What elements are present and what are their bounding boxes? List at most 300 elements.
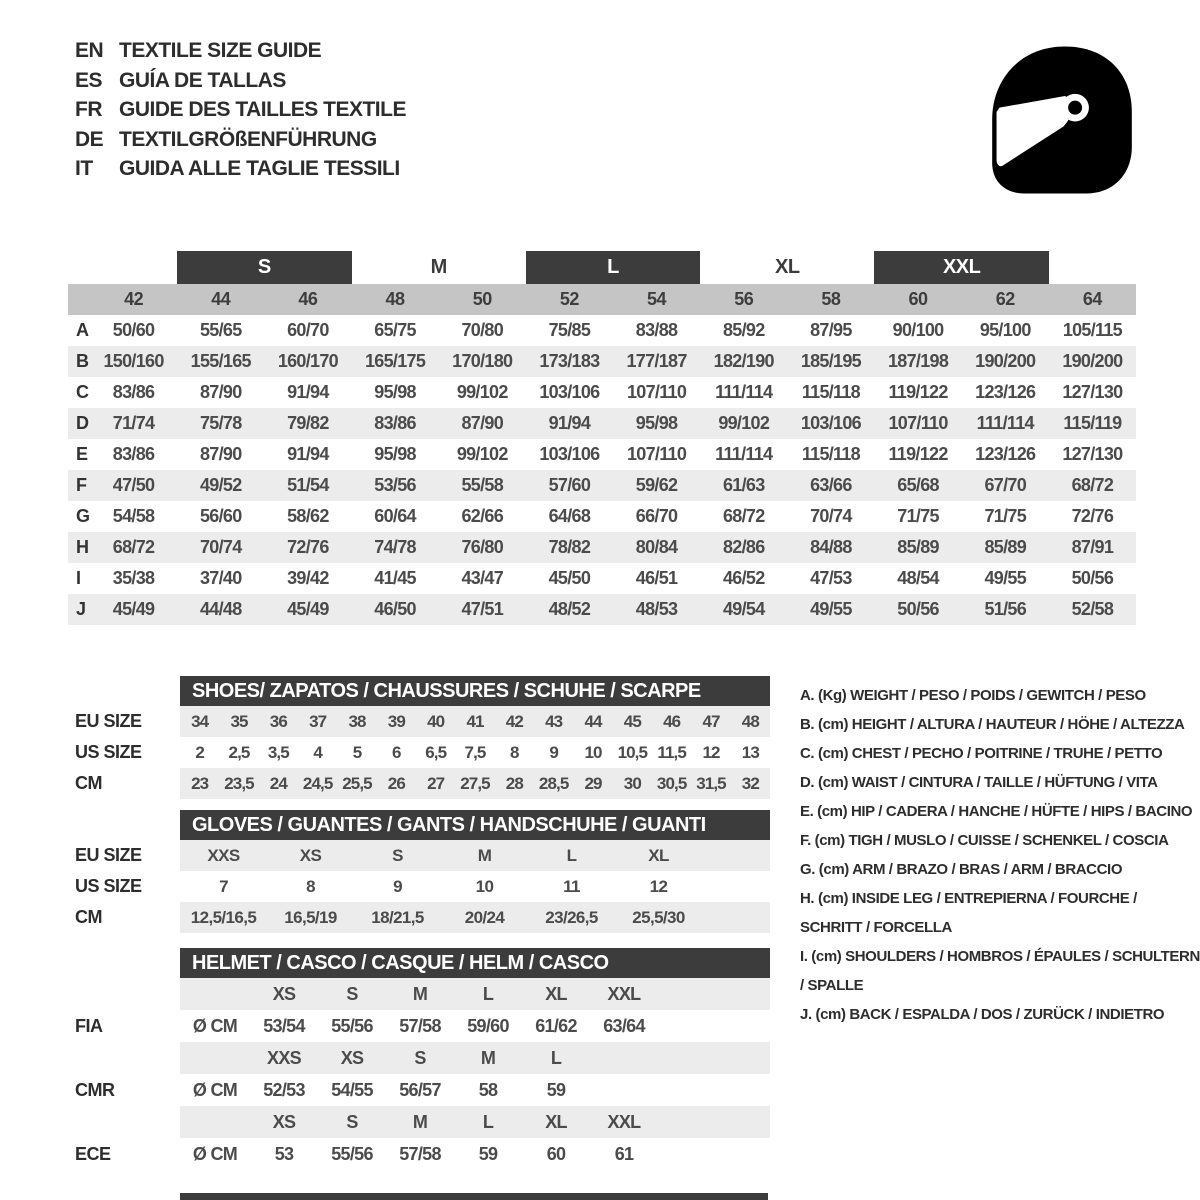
- size-cell: 11,5: [657, 743, 686, 762]
- size-cell: 36: [269, 712, 287, 731]
- measurement-cell: 71/74: [112, 413, 155, 433]
- measurement-cell: 79/82: [287, 413, 329, 433]
- measurement-cell: 50/56: [1071, 568, 1114, 588]
- measurement-cell: 53/56: [374, 475, 416, 495]
- measurement-cell: 51/54: [287, 475, 329, 495]
- size-cell: 30: [623, 774, 641, 793]
- size-cell: 57/58: [399, 1016, 441, 1036]
- sub-table-row: [68, 768, 772, 799]
- measurement-cell: 84/88: [810, 537, 852, 557]
- size-cell: 31,5: [696, 774, 726, 793]
- measurement-cell: 185/195: [800, 351, 861, 371]
- measurement-cell: 48/53: [635, 599, 678, 619]
- measurement-cell: 75/78: [199, 413, 242, 433]
- size-cell: 10: [475, 877, 494, 896]
- helmet-header-row: [68, 948, 772, 978]
- size-cell: XL: [545, 1112, 567, 1132]
- size-cell: 47: [702, 712, 720, 731]
- size-cell: M: [412, 1112, 428, 1132]
- table-row-a: [68, 315, 1136, 346]
- measurement-cell: 103/106: [800, 413, 861, 433]
- table-row-i: [68, 563, 1136, 594]
- size-cell: XS: [272, 984, 296, 1004]
- size-cell: 57/58: [399, 1144, 441, 1164]
- measurement-cell: 80/84: [635, 537, 678, 557]
- measurement-cell: 41/45: [374, 568, 416, 588]
- size-cell: 16,5/19: [284, 908, 337, 927]
- size-cell: L: [482, 984, 494, 1004]
- measurement-cell: 55/58: [461, 475, 504, 495]
- size-cell: 20/24: [464, 908, 505, 927]
- measurement-cell: 83/88: [635, 320, 678, 340]
- measurement-cell: 87/90: [461, 413, 504, 433]
- legend-item: E. (cm) HIP / CADERA / HANCHE / HÜFTE / HIPS / BACINO: [800, 803, 1193, 820]
- size-cell: 37: [309, 712, 327, 731]
- measurement-cell: 85/89: [984, 537, 1027, 557]
- size-column-label: 48: [385, 289, 405, 309]
- measurement-cell: 50/60: [112, 320, 155, 340]
- row-label: EU SIZE: [75, 711, 142, 731]
- measurement-cell: 67/70: [984, 475, 1027, 495]
- measurement-cell: 87/95: [810, 320, 852, 340]
- spacer: [180, 1042, 250, 1074]
- language-title: TEXTILE SIZE GUIDE: [119, 39, 322, 62]
- size-cell: 61: [614, 1144, 634, 1164]
- measurement-cell: 48/52: [548, 599, 591, 619]
- size-cell: 43: [545, 712, 563, 731]
- measurement-cell: 165/175: [364, 351, 426, 371]
- language-title: GUÍA DE TALLAS: [119, 68, 286, 92]
- language-code: DE: [75, 127, 104, 151]
- size-cell: 48: [741, 712, 759, 731]
- measurement-cell: 70/74: [810, 506, 852, 526]
- size-cell: 23: [191, 774, 209, 793]
- size-cell: 24,5: [302, 774, 333, 793]
- measurement-cell: 103/106: [539, 382, 600, 402]
- helmet-table: [68, 948, 772, 1170]
- textile-rows: [68, 315, 1136, 625]
- size-cell: 53/54: [263, 1016, 305, 1036]
- size-group-xxl: XXL: [874, 251, 1048, 284]
- size-cell: 39: [387, 712, 405, 731]
- size-number-row: [68, 284, 1136, 315]
- row-letter: J: [76, 599, 87, 619]
- measurement-cell: 70/74: [199, 537, 242, 557]
- measurement-cell: 111/114: [715, 444, 773, 464]
- size-cell: 42: [505, 712, 523, 731]
- table-row-c: [68, 377, 1136, 408]
- measurement-cell: 61/63: [722, 475, 765, 495]
- size-cell: M: [477, 846, 492, 865]
- measurement-cell: 99/102: [456, 444, 508, 464]
- row-cells: [180, 1010, 770, 1042]
- measurement-cell: 76/80: [461, 537, 504, 557]
- size-cell: 11: [563, 877, 580, 896]
- size-column-label: 46: [298, 289, 318, 309]
- size-cell: 32: [741, 774, 759, 793]
- measurement-cell: 91/94: [287, 444, 329, 464]
- table-row-e: [68, 439, 1136, 470]
- legend-item: B. (cm) HEIGHT / ALTURA / HAUTEUR / HÖHE / ALTEZZA: [800, 716, 1185, 733]
- spacer: [180, 1106, 250, 1138]
- size-cell: 10,5: [617, 743, 648, 762]
- table-row-b: [68, 346, 1136, 377]
- measurement-cell: 49/52: [199, 475, 242, 495]
- size-cell: 23/26,5: [545, 908, 598, 927]
- measurement-cell: 70/80: [461, 320, 504, 340]
- size-cell: 9: [393, 877, 402, 896]
- measurement-cell: 59/62: [635, 475, 678, 495]
- measurement-cell: 60/70: [287, 320, 329, 340]
- spacer: [68, 948, 180, 978]
- legend-item: C. (cm) CHEST / PECHO / POITRINE / TRUHE / PETTO: [800, 745, 1163, 762]
- row-letter: H: [76, 537, 89, 557]
- measurement-cell: 68/72: [1071, 475, 1114, 495]
- size-cell: 8: [510, 743, 519, 762]
- gloves-table-title: GLOVES / GUANTES / GANTS / HANDSCHUHE / GUANTI: [180, 810, 770, 840]
- row-letter: E: [76, 444, 89, 464]
- helmet-size-row-fia: [68, 978, 772, 1010]
- helmet-rows: [68, 978, 772, 1170]
- measurement-cell: 46/52: [722, 568, 765, 588]
- measurement-cell: 35/38: [112, 568, 155, 588]
- measurement-cell: 49/55: [984, 568, 1027, 588]
- language-code: FR: [75, 98, 102, 121]
- size-group-l: L: [526, 251, 700, 284]
- size-cell: 2,5: [228, 743, 250, 762]
- measurement-cell: 56/60: [199, 506, 242, 526]
- size-cell: 61/62: [535, 1016, 577, 1036]
- language-title: GUIDE DES TAILLES TEXTILE: [119, 98, 406, 121]
- size-cell: 58: [478, 1080, 498, 1100]
- size-cell: 10: [584, 743, 602, 762]
- measurement-cell: 83/86: [112, 382, 155, 402]
- unit-label: Ø CM: [192, 1016, 238, 1036]
- measurement-cell: 71/75: [897, 506, 939, 526]
- measurement-cell: 45/49: [112, 599, 155, 619]
- size-cell: 34: [191, 712, 209, 731]
- sub-table-row: [68, 840, 772, 871]
- measurement-cell: 52/58: [1071, 599, 1114, 619]
- size-cell: 55/56: [331, 1016, 373, 1036]
- helmet-table-title: HELMET / CASCO / CASQUE / HELM / CASCO: [180, 948, 770, 978]
- language-row: [75, 36, 406, 66]
- size-cell: 4: [313, 743, 322, 762]
- measurement-cell: 95/98: [374, 382, 416, 402]
- measurement-cell: 57/60: [548, 475, 591, 495]
- size-cell: 7,5: [464, 743, 486, 762]
- row-letter: G: [76, 506, 91, 526]
- measurement-cell: 83/86: [112, 444, 155, 464]
- size-cell: 2: [195, 743, 204, 762]
- measurement-cell: 47/53: [810, 568, 852, 588]
- measurement-cell: 54/58: [112, 506, 155, 526]
- language-code: IT: [75, 157, 93, 180]
- measurement-cell: 190/200: [975, 351, 1036, 371]
- size-cell: XXS: [207, 846, 240, 865]
- measurement-cell: 87/90: [199, 444, 242, 464]
- measurement-cell: 47/50: [112, 475, 155, 495]
- spacer: [68, 978, 180, 1010]
- size-cell: 44: [584, 712, 602, 731]
- measurement-cell: 51/56: [984, 599, 1027, 619]
- size-cell: 12: [649, 877, 668, 896]
- measurement-cell: 95/100: [979, 320, 1031, 340]
- measurement-cell: 123/126: [975, 382, 1036, 402]
- table-row-h: [68, 532, 1136, 563]
- helmet-size-row-cmr: [68, 1042, 772, 1074]
- size-cell: XL: [545, 984, 567, 1004]
- size-cell: 29: [584, 774, 602, 793]
- helmet-value-row-ece: [68, 1138, 772, 1170]
- sub-table-row: [68, 871, 772, 902]
- cropped-section-bar: [180, 1193, 768, 1200]
- size-cell: 25,5: [342, 774, 372, 793]
- gloves-header-row: [68, 810, 772, 840]
- measurement-cell: 107/110: [626, 382, 687, 402]
- measurement-cell: 99/102: [718, 413, 770, 433]
- row-label: CM: [75, 907, 102, 927]
- unit-label: Ø CM: [192, 1080, 238, 1100]
- standard-label: FIA: [75, 1016, 103, 1036]
- row-letter: C: [76, 382, 89, 402]
- measurement-cell: 49/54: [722, 599, 765, 619]
- size-cell: 45: [623, 712, 641, 731]
- row-cells: [180, 706, 770, 737]
- size-cell: XXL: [607, 984, 641, 1004]
- shoes-header-row: [68, 676, 772, 706]
- measurement-cell: 66/70: [635, 506, 678, 526]
- size-cell: M: [480, 1048, 496, 1068]
- size-cell: 28: [505, 774, 523, 793]
- size-cell: S: [346, 984, 358, 1004]
- measurement-cell: 177/187: [626, 351, 687, 371]
- size-group-row: [68, 251, 1136, 284]
- gloves-rows: [68, 840, 772, 933]
- size-cell: 9: [549, 743, 558, 762]
- size-cell: 40: [427, 712, 445, 731]
- size-cell: 12,5/16,5: [190, 908, 257, 927]
- size-column-label: 50: [472, 289, 492, 309]
- legend-item: A. (Kg) WEIGHT / PESO / POIDS / GEWITCH / PESO: [800, 687, 1146, 704]
- size-cell: 3,5: [267, 743, 289, 762]
- measurement-cell: 46/50: [374, 599, 416, 619]
- measurement-cell: 39/42: [287, 568, 329, 588]
- gloves-table: [68, 810, 772, 933]
- size-cell: 59/60: [467, 1016, 509, 1036]
- size-cell: 6,5: [425, 743, 447, 762]
- size-group-xl: XL: [775, 256, 800, 278]
- size-cell: 63/64: [603, 1016, 645, 1036]
- spacer: [68, 1106, 180, 1138]
- size-cell: XS: [272, 1112, 296, 1132]
- measurement-cell: 72/76: [287, 537, 329, 557]
- measurement-cell: 48/54: [897, 568, 939, 588]
- table-row-d: [68, 408, 1136, 439]
- shoes-table: [68, 676, 772, 799]
- measurement-cell: 103/106: [539, 444, 600, 464]
- size-cell: 38: [348, 712, 366, 731]
- measurement-cell: 44/48: [199, 599, 242, 619]
- size-cell: 56/57: [399, 1080, 441, 1100]
- row-cells: [180, 1074, 770, 1106]
- size-cell: [590, 1074, 658, 1106]
- spacer: [68, 1042, 180, 1074]
- measurement-cell: 160/170: [277, 351, 338, 371]
- measurement-cell: 45/50: [548, 568, 591, 588]
- size-cell: S: [392, 846, 403, 865]
- measurement-cell: 85/92: [722, 320, 765, 340]
- measurement-cell: 50/56: [897, 599, 939, 619]
- size-cell: 8: [306, 877, 315, 896]
- size-cell: 26: [387, 774, 405, 793]
- size-cell: XS: [340, 1048, 364, 1068]
- measurement-cell: 68/72: [112, 537, 155, 557]
- row-cells: [180, 1042, 770, 1074]
- measurement-cell: 127/130: [1062, 444, 1123, 464]
- row-label: US SIZE: [75, 742, 142, 762]
- size-cell: XXL: [607, 1112, 641, 1132]
- measurement-cell: 115/118: [801, 444, 860, 464]
- size-cell: 13: [741, 743, 759, 762]
- size-cell: 30,5: [656, 774, 687, 793]
- measurement-cell: 45/49: [287, 599, 329, 619]
- size-cell: 59: [546, 1080, 566, 1100]
- row-cells: [180, 1138, 770, 1170]
- row-letter: B: [76, 351, 89, 371]
- measurement-cell: 78/82: [548, 537, 591, 557]
- measurement-cell: 83/86: [374, 413, 416, 433]
- size-cell: 5: [352, 743, 362, 762]
- sub-table-row: [68, 706, 772, 737]
- helmet-value-row-fia: [68, 1010, 772, 1042]
- measurement-cell: 123/126: [975, 444, 1036, 464]
- standard-label: CMR: [75, 1080, 115, 1100]
- measurement-cell: 72/76: [1071, 506, 1114, 526]
- size-column-label: 52: [559, 289, 579, 309]
- measurement-cell: 47/51: [461, 599, 504, 619]
- size-cell: 55/56: [331, 1144, 373, 1164]
- size-cell: L: [482, 1112, 494, 1132]
- row-letter: I: [76, 568, 82, 588]
- measurement-cell: 95/98: [374, 444, 416, 464]
- language-row: [75, 95, 406, 125]
- size-cell: 54/55: [331, 1080, 373, 1100]
- size-group-m: M: [430, 256, 447, 278]
- size-cell: XL: [648, 846, 669, 865]
- size-cell: 7: [219, 877, 228, 896]
- row-label: CM: [75, 773, 102, 793]
- textile-size-table: [68, 251, 1136, 625]
- size-cell: M: [412, 984, 428, 1004]
- measurement-cell: 91/94: [287, 382, 329, 402]
- measurement-cell: 115/118: [801, 382, 860, 402]
- size-cell: L: [566, 846, 577, 865]
- size-cell: 24: [269, 774, 287, 793]
- legend-item: I. (cm) SHOULDERS / HOMBROS / ÉPAULES / SCHULTERN / SPALLE: [800, 948, 1200, 994]
- sub-table-row: [68, 737, 772, 768]
- legend-item: F. (cm) TIGH / MUSLO / CUISSE / SCHENKEL / COSCIA: [800, 832, 1169, 849]
- size-cell: S: [346, 1112, 358, 1132]
- measurement-cell: 64/68: [548, 506, 591, 526]
- measurement-cell: 87/90: [199, 382, 242, 402]
- helmet-size-row-ece: [68, 1106, 772, 1138]
- measurement-cell: 68/72: [722, 506, 765, 526]
- language-code: ES: [75, 68, 103, 92]
- spacer: [68, 810, 180, 840]
- size-cell: 6: [392, 743, 401, 762]
- spacer: [68, 284, 90, 315]
- size-cell: 59: [478, 1144, 498, 1164]
- size-column-label: 56: [734, 289, 754, 309]
- measurement-cell: 49/55: [810, 599, 852, 619]
- size-cell: S: [414, 1048, 426, 1068]
- measurement-cell: 37/40: [199, 568, 242, 588]
- measurement-cell: 187/198: [887, 351, 949, 371]
- measurement-cell: 85/89: [897, 537, 939, 557]
- measurement-cell: 62/66: [461, 506, 504, 526]
- size-cell: 52/53: [263, 1080, 305, 1100]
- measurement-cell: 82/86: [722, 537, 765, 557]
- shoes-table-title: SHOES/ ZAPATOS / CHAUSSURES / SCHUHE / SCARPE: [180, 676, 770, 706]
- size-cell: 28,5: [538, 774, 569, 793]
- measurement-cell: 111/114: [976, 413, 1034, 433]
- size-cell: 27,5: [460, 774, 490, 793]
- size-column-label: 62: [995, 289, 1015, 309]
- measurement-cell: 119/122: [888, 444, 948, 464]
- measurement-cell: 65/68: [897, 475, 939, 495]
- table-row-f: [68, 470, 1136, 501]
- row-cells: [180, 871, 770, 902]
- measurement-cell: 155/165: [190, 351, 251, 371]
- language-row: [75, 154, 406, 184]
- measurement-cell: 74/78: [374, 537, 416, 557]
- size-cell: 23,5: [224, 774, 254, 793]
- legend-item: D. (cm) WAIST / CINTURA / TAILLE / HÜFTUNG / VITA: [800, 774, 1158, 791]
- measurement-legend: [800, 681, 1200, 1029]
- measurement-cell: 115/119: [1063, 413, 1122, 433]
- measurement-cell: 99/102: [456, 382, 508, 402]
- measurement-cell: 173/183: [539, 351, 600, 371]
- row-cells: [180, 978, 770, 1010]
- measurement-cell: 43/47: [461, 568, 504, 588]
- size-column-label: 60: [908, 289, 928, 309]
- row-label: EU SIZE: [75, 845, 142, 865]
- unit-label: Ø CM: [192, 1144, 238, 1164]
- standard-label: ECE: [75, 1144, 111, 1164]
- size-column-label: 44: [211, 289, 231, 309]
- size-cell: 18/21,5: [371, 908, 424, 927]
- size-cell: L: [550, 1048, 562, 1068]
- size-cell: 60: [546, 1144, 566, 1164]
- shoes-rows: [68, 706, 772, 799]
- size-group-s: S: [177, 251, 351, 284]
- row-cells: [180, 902, 770, 933]
- measurement-cell: 63/66: [810, 475, 852, 495]
- row-cells: [180, 737, 770, 768]
- size-cell: XS: [299, 846, 322, 865]
- language-row: [75, 125, 406, 155]
- legend-item: H. (cm) INSIDE LEG / ENTREPIERNA / FOURCHE / SCHRITT / FORCELLA: [800, 890, 1137, 936]
- spacer: [68, 676, 180, 706]
- measurement-cell: 182/190: [713, 351, 774, 371]
- language-title: GUIDA ALLE TAGLIE TESSILI: [119, 157, 400, 180]
- legend-item: G. (cm) ARM / BRAZO / BRAS / ARM / BRACCIO: [800, 861, 1123, 878]
- row-label: US SIZE: [75, 876, 142, 896]
- row-cells: [180, 1106, 770, 1138]
- row-letter: A: [76, 320, 89, 340]
- measurement-cell: 90/100: [892, 320, 944, 340]
